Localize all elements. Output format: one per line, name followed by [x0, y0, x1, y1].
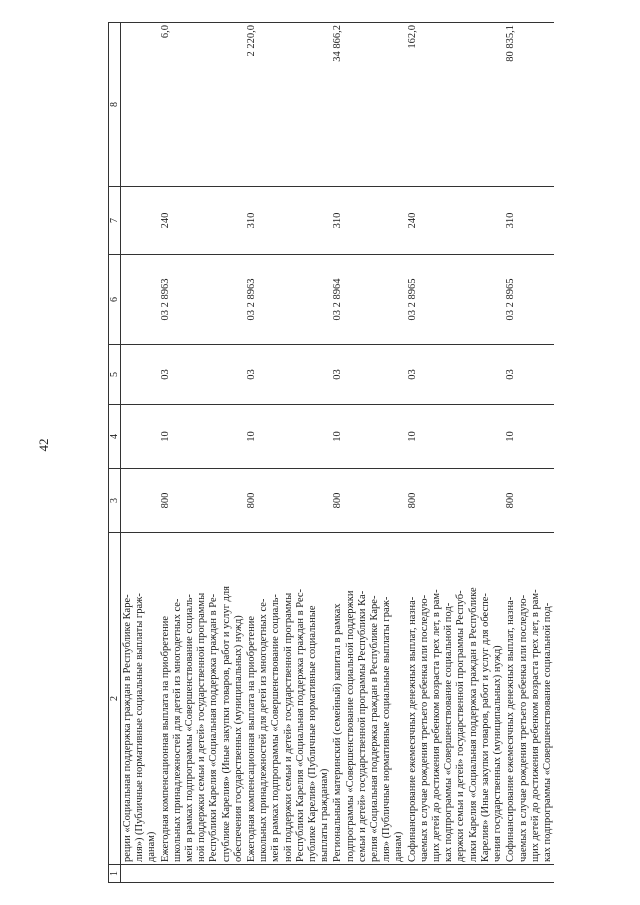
subsection-code-cell: 03 — [245, 345, 331, 405]
target-article-cell: 03 2 8963 — [159, 255, 245, 345]
description-line: школьных принадлежностей для детей из многодетных се- — [171, 598, 183, 862]
amount-cell: 6,0 — [159, 23, 245, 187]
subsection-code-cell: 03 — [406, 345, 505, 405]
expense-type-cell — [121, 187, 159, 255]
description-line: релия «Социальная поддержка граждан в Республике Каре- — [369, 595, 381, 862]
row-index-cell — [331, 865, 405, 883]
description-cell — [406, 533, 505, 865]
header-col-7: 7 — [109, 187, 121, 255]
ministry-code-cell: 800 — [331, 469, 405, 533]
row-index-cell — [406, 865, 505, 883]
table-row — [121, 23, 159, 883]
ministry-code-cell: 800 — [159, 469, 245, 533]
expense-type-cell: 240 — [159, 187, 245, 255]
target-article-cell: 03 2 8963 — [245, 255, 331, 345]
table-row — [504, 23, 554, 883]
description-line: чаемых в случае рождения третьего ребенка или последую- — [418, 594, 430, 862]
description-line: выплаты гражданам) — [319, 768, 331, 862]
row-index-cell — [159, 865, 245, 883]
description-line: Республики Карелия «Социальная поддержка граждан в Ре- — [208, 593, 220, 862]
page-number: 42 — [36, 438, 51, 452]
target-article-cell: 03 2 8965 — [504, 255, 554, 345]
header-col-3: 3 — [109, 469, 121, 533]
section-code-cell: 10 — [331, 405, 405, 469]
description-line: мей в рамках подпрограммы «Совершенствование социаль- — [184, 594, 196, 862]
amount-cell: 2 220,0 — [245, 23, 331, 187]
description-line: ках подпрограммы «Совершенствование социальной под- — [443, 602, 455, 862]
header-col-5: 5 — [109, 345, 121, 405]
amount-cell — [121, 23, 159, 187]
section-code-cell: 10 — [406, 405, 505, 469]
ministry-code-cell: 800 — [504, 469, 554, 533]
expense-type-cell: 310 — [331, 187, 405, 255]
description-line: щих детей до достижения ребенком возраста трех лет, в рам- — [529, 589, 541, 862]
header-row — [109, 23, 121, 883]
description-line: школьных принадлежностей для детей из многодетных се- — [258, 598, 270, 862]
description-line: ной поддержки семьи и детей» государственной программы — [196, 592, 208, 862]
description-line: данам) — [146, 831, 158, 862]
description-line: спублике Карелия» (Иные закупки товаров, работ и услуг для — [220, 586, 232, 862]
target-article-cell: 03 2 8964 — [331, 255, 405, 345]
description-line: держки семьи и детей» государственной программы Респуб- — [455, 590, 467, 862]
description-cell — [121, 533, 159, 865]
description-line: ках подпрограммы «Совершенствование социальной под- — [541, 602, 553, 862]
description-line: мей в рамках подпрограммы «Совершенствование социаль- — [270, 594, 282, 862]
expense-type-cell: 240 — [406, 187, 505, 255]
description-line: обеспечения государственных (муниципальных) нужд) — [232, 615, 244, 862]
section-code-cell: 10 — [245, 405, 331, 469]
row-index-cell — [245, 865, 331, 883]
expense-type-cell: 310 — [504, 187, 554, 255]
amount-cell: 162,0 — [406, 23, 505, 187]
description-line: Ежегодная компенсационная выплата на приобретение — [246, 615, 258, 862]
row-index-cell — [504, 865, 554, 883]
ministry-code-cell: 800 — [406, 469, 505, 533]
description-line: лия» (Публичные нормативные социальные выплаты граж- — [381, 596, 393, 862]
budget-table — [108, 22, 554, 883]
header-col-6: 6 — [109, 255, 121, 345]
description-line: подпрограммы «Совершенствование социальной поддержки — [344, 590, 356, 862]
description-line: Софинансирование ежемесячных денежных выплат, назна- — [406, 596, 418, 862]
description-line: данам) — [393, 831, 405, 862]
description-cell — [245, 533, 331, 865]
description-line: ной поддержки семьи и детей» государственной программы — [282, 592, 294, 862]
description-line: лия») (Публичные нормативные социальные выплаты граж- — [134, 593, 146, 862]
table-row — [245, 23, 331, 883]
subsection-code-cell: 03 — [331, 345, 405, 405]
description-line: реции «Социальная поддержка граждан в Республике Каре- — [122, 594, 133, 862]
description-line: чаемых в случае рождения третьего ребенка или последую- — [517, 594, 529, 862]
description-line: публике Карелия» (Публичные нормативные социальные — [307, 605, 319, 862]
section-code-cell: 10 — [159, 405, 245, 469]
amount-cell: 34 866,2 — [331, 23, 405, 187]
target-article-cell: 03 2 8965 — [406, 255, 505, 345]
table-row — [159, 23, 245, 883]
subsection-code-cell — [121, 345, 159, 405]
description-line: Ежегодная компенсационная выплата на приобретение — [159, 615, 171, 862]
target-article-cell — [121, 255, 159, 345]
description-cell — [159, 533, 245, 865]
description-line: Республики Карелия «Социальная поддержка граждан в Рес- — [294, 588, 306, 862]
description-line: Софинансирование ежемесячных денежных выплат, назна- — [505, 596, 517, 862]
description-line: лики Карелия «Социальная поддержка граждан в Республике — [467, 587, 479, 862]
section-code-cell — [121, 405, 159, 469]
amount-cell: 80 835,1 — [504, 23, 554, 187]
header-col-2: 2 — [109, 533, 121, 865]
table-row — [331, 23, 405, 883]
header-col-4: 4 — [109, 405, 121, 469]
row-index-cell — [121, 865, 159, 883]
description-line: Региональный материнский (семейный) капитал в рамках — [332, 603, 344, 862]
table-row — [406, 23, 505, 883]
description-cell — [331, 533, 405, 865]
subsection-code-cell: 03 — [504, 345, 554, 405]
description-line: чения государственных (муниципальных) нужд) — [492, 645, 504, 862]
description-line: семьи и детей» государственной программы Республики Ка- — [356, 590, 368, 862]
subsection-code-cell: 03 — [159, 345, 245, 405]
description-cell — [504, 533, 554, 865]
section-code-cell: 10 — [504, 405, 554, 469]
header-col-1: 1 — [109, 865, 121, 883]
header-col-8: 8 — [109, 23, 121, 187]
expense-type-cell: 310 — [245, 187, 331, 255]
ministry-code-cell: 800 — [245, 469, 331, 533]
description-line: щих детей до достижения ребенком возраста трех лет, в рам- — [431, 589, 443, 862]
ministry-code-cell — [121, 469, 159, 533]
description-line: Карелия» (Иные закупки товаров, работ и услуг для обеспе- — [479, 593, 491, 862]
